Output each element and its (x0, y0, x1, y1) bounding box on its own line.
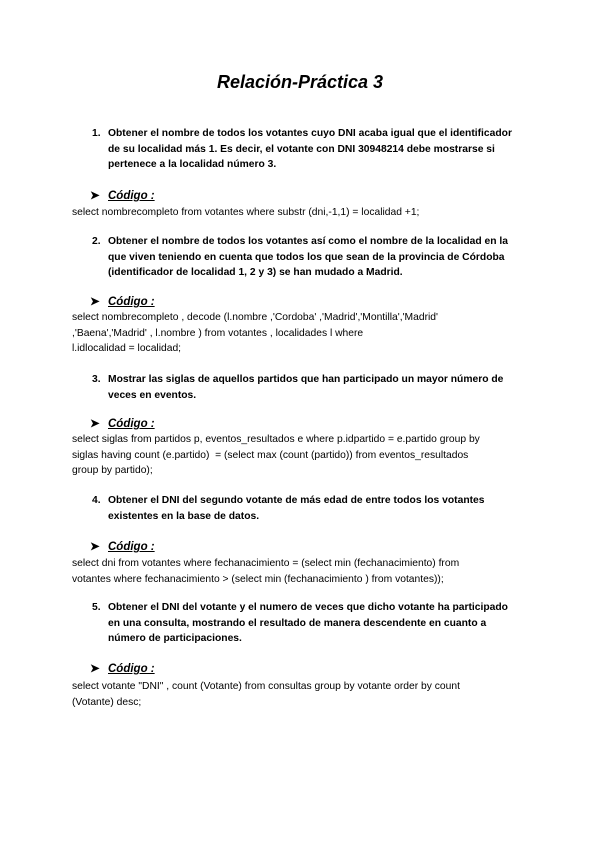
question-2 (92, 234, 512, 281)
question-number: 1. (92, 128, 101, 139)
question-1 (92, 126, 512, 173)
code-label: Código : (108, 663, 155, 675)
arrow-head-icon: ➤ (90, 190, 100, 202)
question-number: 5. (92, 602, 101, 613)
code-heading-2 (90, 294, 155, 308)
arrow-head-icon: ➤ (90, 663, 100, 675)
question-number: 3. (92, 374, 101, 385)
code-heading-3 (90, 416, 155, 430)
code-block-5: select votante "DNI" , count (Votante) from consultas group by votante order by count (Votante) desc; (72, 681, 460, 708)
code-label: Código : (108, 190, 155, 202)
code-block-4: select dni from votantes where fechanacimiento = (select min (fechanacimiento) from votantes where fechanacimiento > (select min (fechanacimiento ) from votantes)); (72, 558, 460, 585)
code-heading-1 (90, 188, 155, 202)
question-3 (92, 372, 512, 403)
arrow-head-icon: ➤ (90, 418, 100, 430)
question-4 (92, 493, 512, 524)
question-text: Mostrar las siglas de aquellos partidos que han participado un mayor número de veces en eventos. (108, 374, 504, 401)
code-block-2: select nombrecompleto , decode (l.nombre ,'Cordoba' ,'Madrid','Montilla','Madrid' ,'Baena','Madrid' , l.nombre ) from votantes , localidades l where l.idlocalidad = localidad; (72, 312, 438, 354)
code-heading-4 (90, 539, 155, 553)
code-label: Código : (108, 418, 155, 430)
question-text: Obtener el nombre de todos los votantes cuyo DNI acaba igual que el identificador de su localidad más 1. Es decir, el votante con DNI 30948214 debe mostrarse si pertenece a la localidad número 3. (108, 128, 512, 170)
question-text: Obtener el DNI del segundo votante de más edad de entre todos los votantes existentes en la base de datos. (108, 495, 485, 522)
question-text: Obtener el nombre de todos los votantes así como el nombre de la localidad en la que viven teniendo en cuenta que todos los que sean de la provincia de Córdoba (identificador de localidad 1, 2 y 3) se han mudado a Madrid. (108, 236, 508, 278)
code-label: Código : (108, 541, 155, 553)
code-block-3: select siglas from partidos p, eventos_resultados e where p.idpartido = e.partido group by siglas having count (e.partido) = (select max (count (partido)) from eventos_resultados group by partido); (72, 434, 480, 476)
question-5 (92, 600, 512, 647)
arrow-head-icon: ➤ (90, 541, 100, 553)
page-title: Relación-Práctica 3 (216, 72, 384, 92)
question-number: 2. (92, 236, 101, 247)
code-block-1: select nombrecompleto from votantes where substr (dni,-1,1) = localidad +1; (72, 207, 420, 218)
question-number: 4. (92, 495, 101, 506)
code-heading-5 (90, 661, 155, 675)
question-text: Obtener el DNI del votante y el numero de veces que dicho votante ha participado en una consulta, mostrando el resultado de manera descendente en cuanto a número de participaciones. (108, 602, 508, 644)
code-label: Código : (108, 296, 155, 308)
arrow-head-icon: ➤ (90, 296, 100, 308)
